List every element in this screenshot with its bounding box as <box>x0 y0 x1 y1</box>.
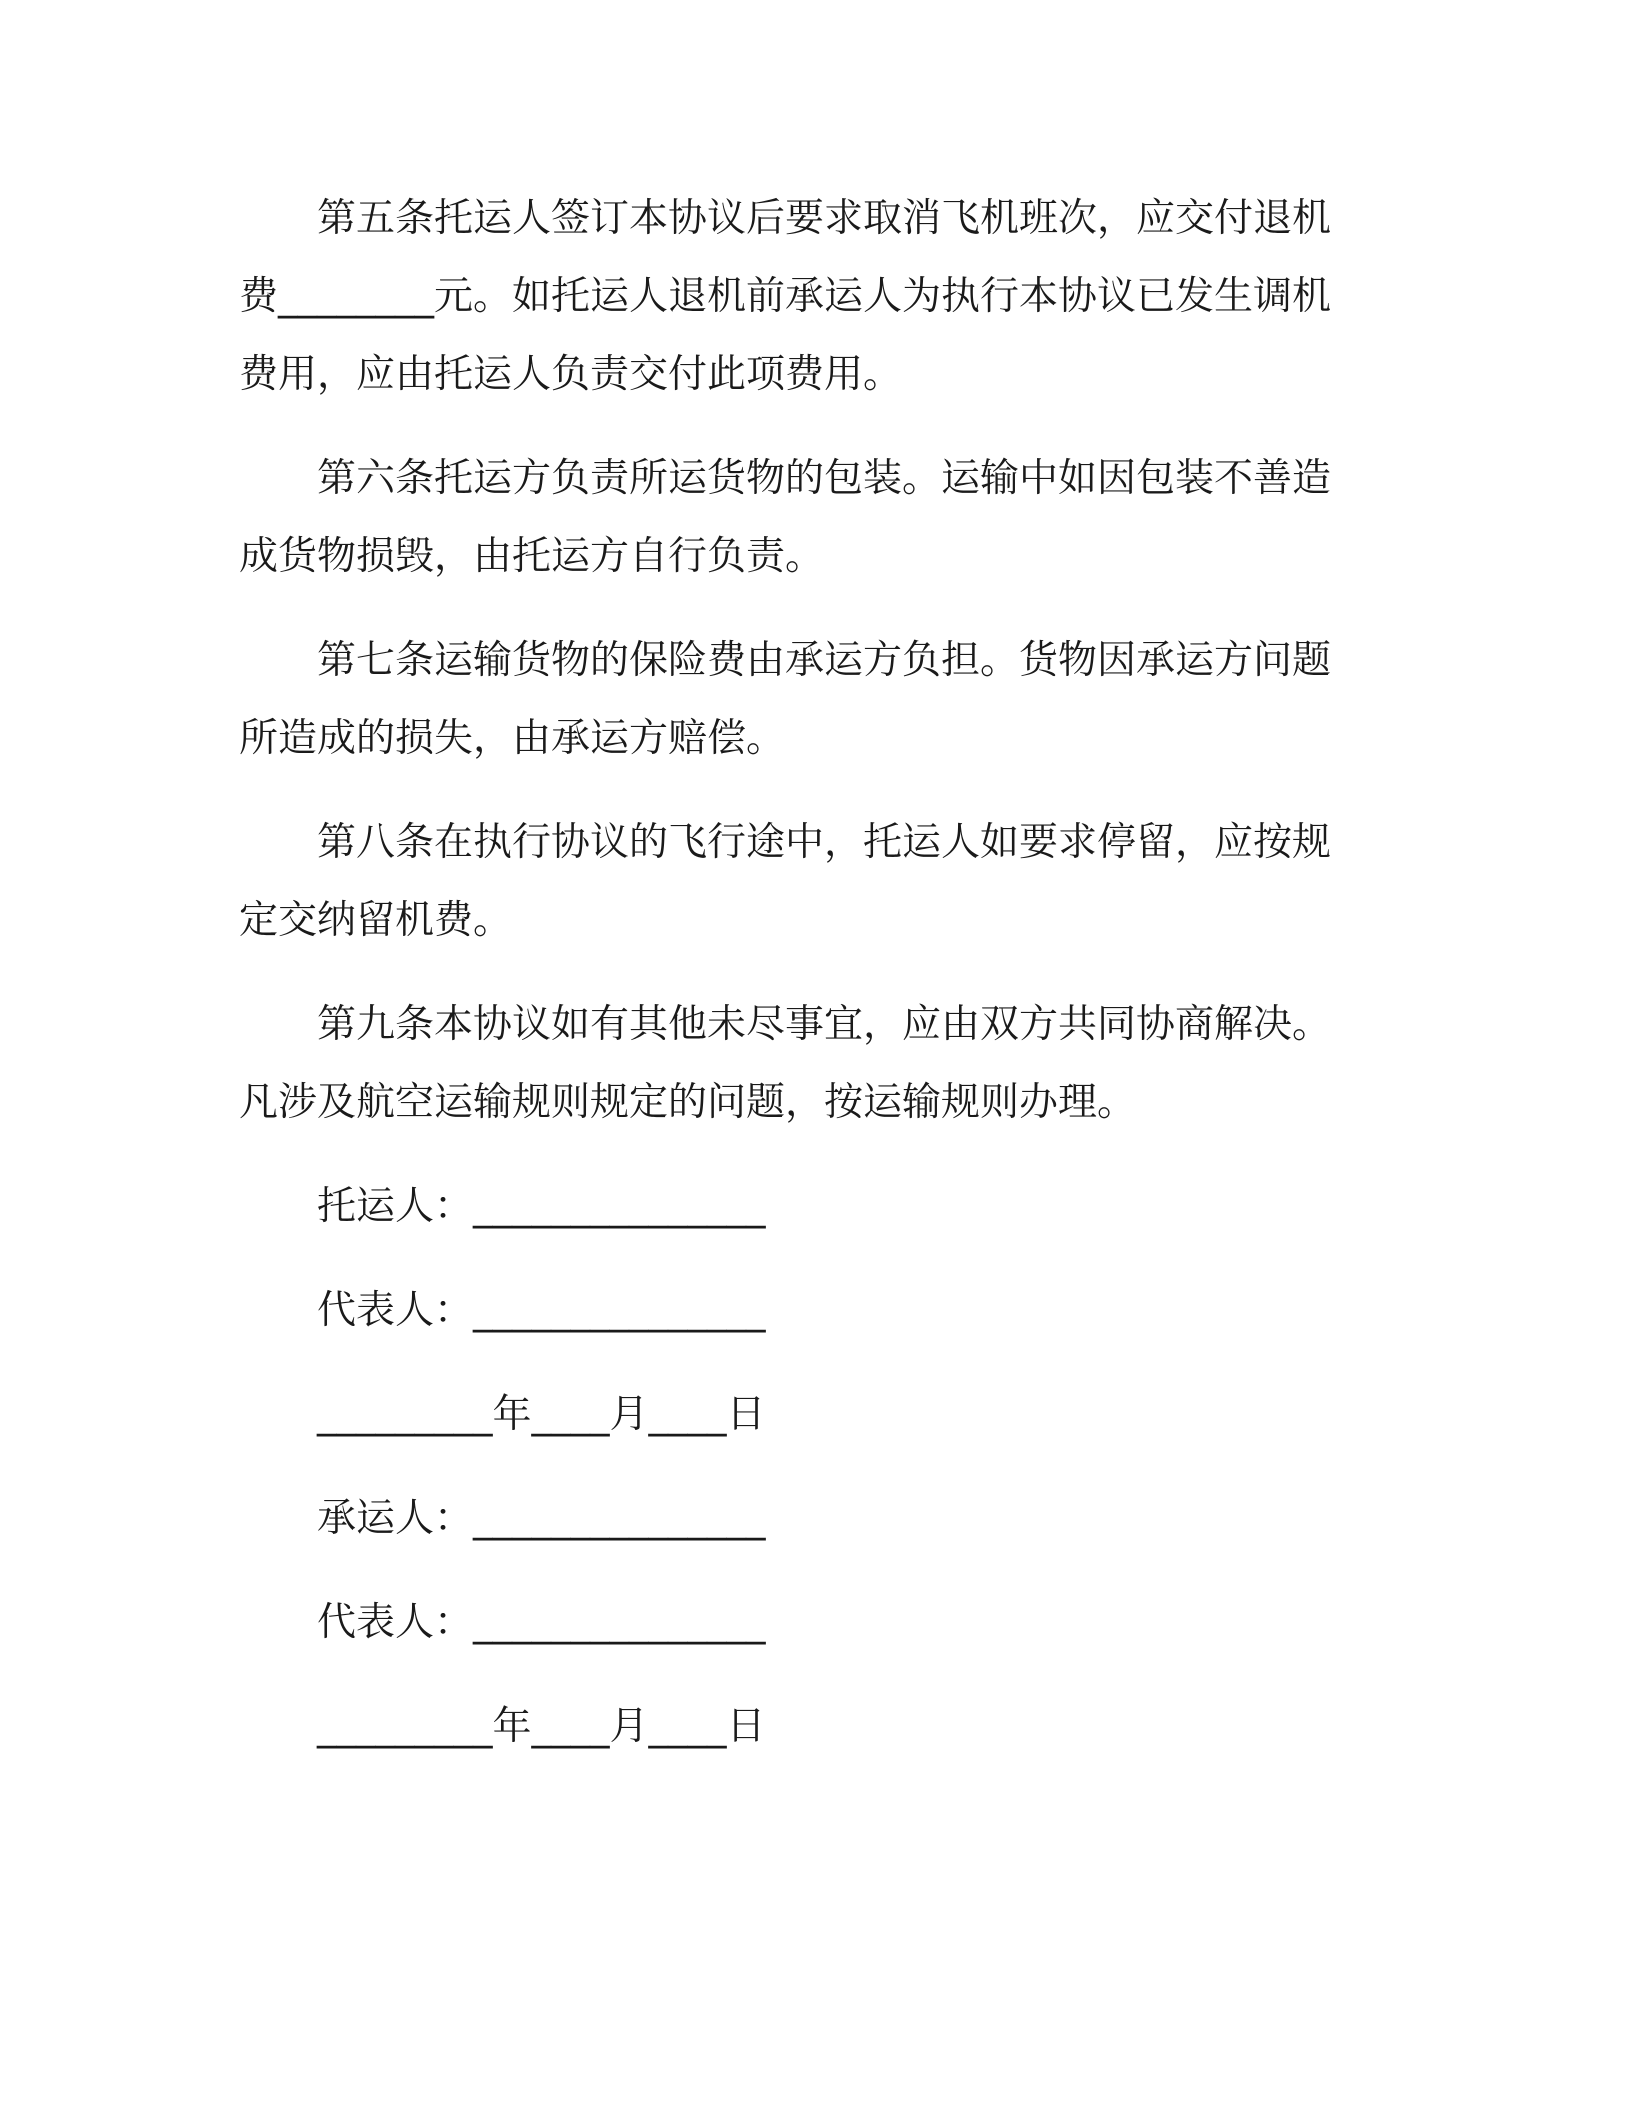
article-9: 第九条本协议如有其他未尽事宜，应由双方共同协商解决。凡涉及航空运输规则规定的问题，按运输规则办理。 <box>239 1002 1332 1125</box>
shipper-date-line: _________年____月____日 <box>317 1392 766 1437</box>
article-5: 第五条托运人签订本协议后要求取消飞机班次，应交付退机费________元。如托运人退机前承运人为执行本协议已发生调机费用，应由托运人负责交付此项费用。 <box>239 196 1332 397</box>
carrier-signature-line: 承运人：_______________ <box>317 1496 766 1541</box>
article-8: 第八条在执行协议的飞行途中，托运人如要求停留，应按规定交纳留机费。 <box>239 820 1332 943</box>
article-6: 第六条托运方负责所运货物的包装。运输中如因包装不善造成货物损毁，由托运方自行负责。 <box>239 456 1332 579</box>
article-7: 第七条运输货物的保险费由承运方负担。货物因承运方问题所造成的损失，由承运方赔偿。 <box>239 638 1332 761</box>
carrier-representative-line: 代表人：_______________ <box>317 1600 766 1645</box>
carrier-date-line: _________年____月____日 <box>317 1704 766 1749</box>
shipper-signature-line: 托运人：_______________ <box>317 1184 766 1229</box>
shipper-representative-line: 代表人：_______________ <box>317 1288 766 1333</box>
